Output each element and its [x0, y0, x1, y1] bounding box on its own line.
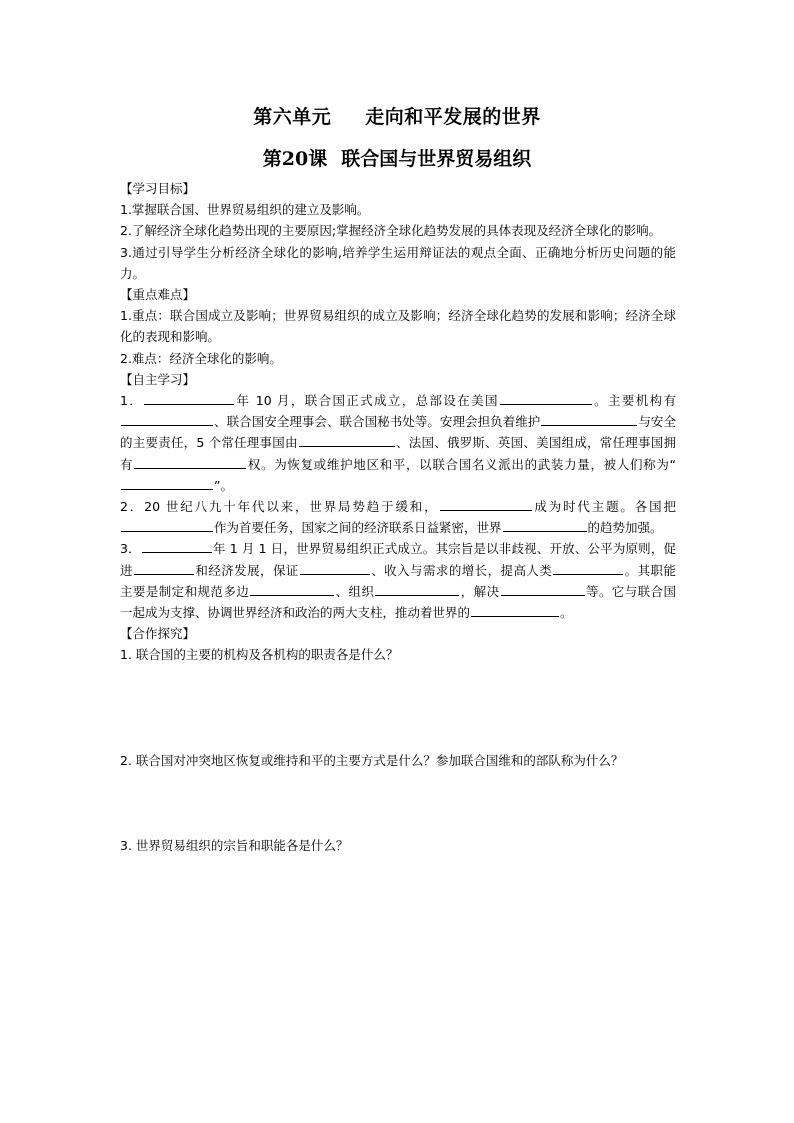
fill-blank[interactable] [503, 517, 587, 532]
fill-blank[interactable] [375, 581, 459, 596]
cooperation-question: 1. 联合国的主要的机构及各机构的职责各是什么？ [120, 647, 399, 663]
fill-blank[interactable] [501, 581, 585, 596]
fill-blank[interactable] [541, 411, 637, 426]
unit-name: 走向和平发展的世界 [365, 106, 541, 128]
fill-blank[interactable] [553, 560, 623, 575]
unit-title [0, 104, 794, 130]
worksheet-body [120, 178, 676, 856]
unit-number: 第六单元 [253, 106, 332, 128]
fill-blank[interactable] [299, 432, 395, 447]
fill-blank[interactable] [142, 538, 212, 553]
fill-blank[interactable] [144, 390, 234, 405]
key-points-heading: 【重点难点】 [120, 287, 196, 303]
objective-item: 2.了解经济全球化趋势出现的主要原因;掌握经济全球化趋势发展的具体表现及经济全球化的影响。 [120, 223, 662, 239]
answer-space[interactable] [120, 771, 676, 835]
self-study-question-2: 2．20 世纪八九十年代以来，世界局势趋于缓和， 成为时代主题。各国把作为首要任务，国家之间的经济联系日益紧密，世界 的趋势加强。 [120, 496, 676, 538]
cooperation-question: 3. 世界贸易组织的宗旨和职能各是什么？ [120, 837, 349, 853]
cooperation-question: 2. 联合国对冲突地区恢复或维持和平的主要方式是什么？参加联合国维和的部队称为什么？ [120, 752, 624, 768]
fill-blank[interactable] [121, 475, 213, 490]
lesson-title [0, 146, 794, 172]
objectives-heading: 【学习目标】 [120, 181, 196, 196]
fill-blank[interactable] [440, 496, 532, 511]
cooperation-heading: 【合作探究】 [120, 626, 196, 642]
fill-blank[interactable] [500, 390, 592, 405]
objective-item: 3.通过引导学生分析经济全球化的影响,培养学生运用辩证法的观点全面、正确地分析历史问题的能力。 [120, 244, 676, 281]
fill-blank[interactable] [121, 517, 213, 532]
key-point-item: 1.重点：联合国成立及影响；世界贸易组织的成立及影响；经济全球化趋势的发展和影响；经济全球化的表现和影响。 [120, 308, 676, 345]
self-study-question-3: 3． 年 1 月 1 日，世界贸易组织正式成立。其宗旨是以非歧视、开放、公平为原则，促进 和经济发展，保证 、收入与需求的增长，提高人类 。其职能主要是制定和规范多边 、组织 ，解决 等。它与联合国一起成为支撑、协调世界经济和政治的两大支柱，推动着世界的 。 [120, 538, 676, 623]
self-study-question-1: 1． 年 10 月，联合国正式成立，总部设在美国 。主要机构有、联合国安全理事会、联合国秘书处等。安理会担负着维护 与安全的主要责任，5 个常任理事国由 、法国、俄罗斯、英国、美国组成，常任理事国拥有 权。为恢复或维护地区和平，以联合国名义派出的武装力量，被人们称为“”。 [120, 390, 676, 496]
key-point-item: 2.难点：经济全球化的影响。 [120, 350, 282, 366]
fill-blank[interactable] [134, 560, 194, 575]
fill-blank[interactable] [121, 411, 213, 426]
lesson-number: 第20课 [262, 148, 328, 170]
fill-blank[interactable] [471, 602, 559, 617]
fill-blank[interactable] [300, 560, 370, 575]
self-study-heading: 【自主学习】 [120, 371, 196, 387]
fill-blank[interactable] [250, 581, 334, 596]
answer-space[interactable] [120, 666, 676, 750]
objective-item: 1.掌握联合国、世界贸易组织的建立及影响。 [120, 202, 370, 218]
lesson-name: 联合国与世界贸易组织 [341, 148, 532, 170]
fill-blank[interactable] [134, 454, 246, 469]
